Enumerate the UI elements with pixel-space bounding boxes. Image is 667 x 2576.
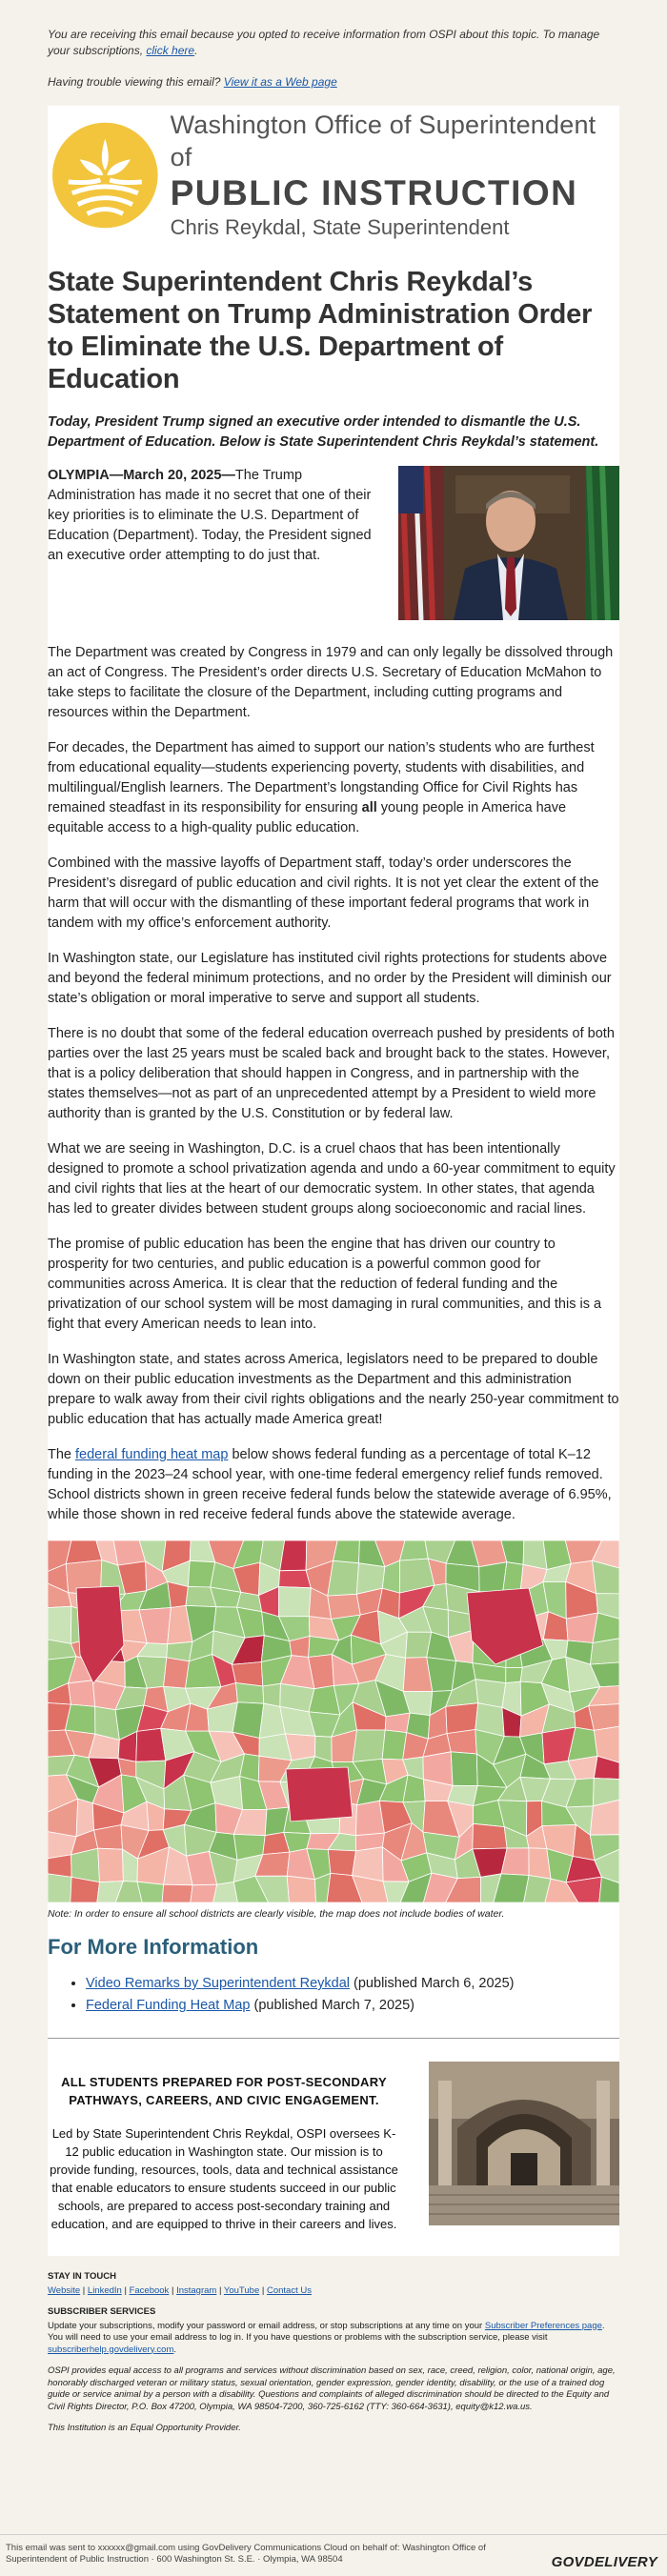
govdelivery-sent-to: This email was sent to xxxxxx@gmail.com using GovDelivery Communications Cloud on behalf of: Washington Office of Superintendent of Public Instruction · 600 Washington St. S.E. · Olympia, WA 98504 (6, 2543, 486, 2565)
district-shape (280, 1540, 307, 1571)
district-shape (382, 1730, 407, 1760)
facebook-link[interactable]: Facebook (129, 2284, 170, 2296)
district-shape (191, 1884, 217, 1902)
district-shape (353, 1730, 385, 1762)
district-shape (168, 1581, 189, 1607)
district-shape (451, 1752, 477, 1786)
trouble-viewing (48, 74, 619, 91)
about-body: Led by State Superintendent Chris Reykdal, OSPI oversees K-12 public education in Washington state. Our mission is to provide funding, resources, tools, data and technical assistance that enable educators to ensure students succeed in our public schools, are prepared to access post-secondary training and education, and are equipped to thrive in their careers and lives. (50, 2126, 398, 2231)
district-shape (473, 1823, 507, 1849)
list-item (86, 1995, 619, 2017)
about-heading: ALL STUDENTS PREPARED FOR POST-SECONDARY PATHWAYS, CAREERS, AND CIVIC ENGAGEMENT. (61, 2075, 387, 2107)
paragraph-2-b: young people in America have equitable access to a high-quality public education. (48, 800, 567, 835)
district-shape (65, 1704, 95, 1734)
about-ospi (48, 2054, 619, 2256)
contact-us-link[interactable]: Contact Us (266, 2284, 312, 2296)
logo-line-3: Chris Reykdal, State Superintendent (170, 215, 510, 239)
district-shape (48, 1874, 71, 1902)
district-shape (48, 1855, 71, 1878)
youtube-link[interactable]: YouTube (223, 2284, 260, 2296)
trouble-viewing-text: Having trouble viewing this email? (48, 75, 221, 89)
manage-subscriptions-link[interactable]: click here (146, 44, 195, 57)
district-shape (446, 1703, 478, 1734)
district-shape (400, 1540, 429, 1560)
equal-opportunity-statement: This Institution is an Equal Opportunity Provider. (48, 2423, 241, 2433)
subscription-notice-text: You are receiving this email because you opted to receive information from OSPI about this topic. To manage your subscriptions, (48, 28, 600, 57)
email-body (48, 106, 619, 2256)
district-shape (286, 1767, 353, 1821)
subscriber-help-link[interactable]: subscriberhelp.govdelivery.com (48, 2344, 174, 2355)
list-item (86, 1973, 619, 1995)
paragraph-8: In Washington state, and states across America, legislators need to be prepared to double down on their public education investments as the Department and this administration prepare to walk away from their civil rights obligations and the nearly 250-year commitment to public education that has actually made America great! (48, 1352, 619, 1427)
services-text-c: . (173, 2344, 176, 2355)
ospi-logo[interactable] (48, 106, 619, 245)
district-shape (232, 1702, 264, 1739)
district-shape (98, 1848, 124, 1882)
video-remarks-link[interactable]: Video Remarks by Superintendent Reykdal (86, 1976, 351, 1991)
district-shape (48, 1606, 71, 1643)
linkedin-link[interactable]: LinkedIn (87, 2284, 122, 2296)
district-shape (236, 1683, 264, 1704)
district-shape (71, 1848, 100, 1882)
footer (48, 2256, 619, 2435)
district-shape (591, 1639, 620, 1664)
paragraph-7: The promise of public education has been the engine that has driven our country to prosperity for two centuries, and public education is a powerful common good for communities across America. It is clear that the reduction of federal funding and the privatization of our school system will be most damaging in rural communities, and this is a fight that every American needs to lean into. (48, 1237, 602, 1332)
services-text-a: Update your subscriptions, modify your password or email address, or stop subscriptions at any time on your (48, 2320, 485, 2331)
district-shape (589, 1704, 619, 1731)
dateline: OLYMPIA—March 20, 2025— (48, 468, 235, 483)
paragraph-9 (48, 1445, 619, 1525)
district-shape (279, 1587, 312, 1617)
federal-funding-heat-map[interactable] (48, 1540, 619, 1902)
heat-map-link[interactable]: federal funding heat map (75, 1447, 229, 1462)
district-shape (334, 1540, 360, 1563)
subscriber-preferences-link[interactable]: Subscriber Preferences page (484, 2320, 602, 2331)
district-shape (287, 1876, 315, 1902)
website-link[interactable]: Website (48, 2284, 81, 2296)
district-shape (279, 1570, 312, 1588)
more-info-list (48, 1973, 619, 2017)
district-shape (69, 1680, 95, 1707)
nondiscrimination-statement: OSPI provides equal access to all programs and services without discrimination based on sex, race, creed, religion, color, national origin, age, honorably discharged veteran or military status, sexual orientation, gender expression, gender identity, disability, or the use of a trained dog guide or service animal by a person with a disability. Questions and complaints of alleged discrimination should be directed to the Equity and Civil Rights Director, P.O. Box 47200, Olympia, WA 98504-7200, 360-725-6162 (TTY: 360-664-3631), equity@k12.wa.us. (48, 2365, 616, 2412)
paragraph-4: In Washington state, our Legislature has instituted civil rights protections for students above and beyond the federal minimum protections, and no order by the President will diminish our state’s obligation or moral imperative to serve and support all students. (48, 951, 612, 1006)
paragraph-6: What we are seeing in Washington, D.C. is a cruel chaos that has been intentionally designed to promote a school privatization agenda and undo a 60-year commitment to equity and civil rights that lies at the heart of our democratic system. In other states, that agenda has led to greater divides between student groups along socioeconomic and racial lines. (48, 1141, 616, 1217)
district-shape (232, 1662, 262, 1687)
district-shape (328, 1560, 359, 1596)
map-note: Note: In order to ensure all school districts are clearly visible, the map does not include bodies of water. (48, 1908, 505, 1920)
article-lead: Today, President Trump signed an executive order intended to dismantle the U.S. Department of Education. Below is State Superintendent Chris Reykdal’s statement. (48, 414, 599, 450)
services-text-b: . You will need to use your email address to log in. If you have questions or problems with the subscription service, please visit (48, 2320, 605, 2343)
district-shape (137, 1882, 164, 1902)
divider (48, 2038, 619, 2039)
govdelivery-logo[interactable]: GOVDELIVERY (551, 2554, 657, 2570)
paragraph-2 (48, 738, 619, 838)
subscription-notice (48, 27, 619, 59)
view-web-page-link[interactable]: View it as a Web page (223, 75, 337, 89)
paragraph-5: There is no doubt that some of the federal education overreach pushed by presidents of both parties over the last 25 years must be scaled back and brought back to the states. However, that is a policy deliberation that should happen in Congress, and in partnership with the states themselves—not as part of an unprecedented attempt by a President to wield more authority than is granted by the U.S. Constitution or by federal law. (48, 1026, 615, 1121)
subscriber-services-text (48, 2321, 619, 2357)
district-shape (593, 1613, 619, 1643)
article (48, 245, 619, 2256)
district-shape (263, 1683, 281, 1706)
logo-text (171, 109, 619, 242)
instagram-link[interactable]: Instagram (176, 2284, 217, 2296)
district-shape (328, 1850, 355, 1876)
district-shape (506, 1667, 522, 1682)
paragraph-1: The Department was created by Congress in 1979 and can only legally be dissolved through an act of Congress. The President’s order directs U.S. Secretary of Education McMahon to take steps to facilitate the closure of the Department, including cutting programs and resources within the Department. (48, 645, 614, 720)
district-shape (447, 1730, 476, 1755)
intro-text: The Trump Administration has made it no secret that one of their key priorities is to eliminate the U.S. Department of Education (Department). Today, the President signed an executive order attempting to do just that. (48, 468, 372, 563)
superintendent-photo (398, 466, 619, 620)
more-info-heading: For More Information (48, 1935, 259, 1959)
article-title: State Superintendent Chris Reykdal’s Statement on Trump Administration Order to Eliminate the U.S. Department of Education (48, 267, 593, 394)
heat-map-date: (published March 7, 2025) (250, 1998, 414, 2013)
subscriber-services-heading: SUBSCRIBER SERVICES (48, 2306, 156, 2317)
capitol-building-photo (429, 2062, 619, 2225)
govdelivery-bar (0, 2534, 667, 2576)
paragraph-9-a: The (48, 1447, 76, 1462)
heat-map-image (48, 1540, 619, 1902)
social-links: Website | LinkedIn | Facebook | Instagram | YouTube | Contact Us (48, 2284, 312, 2296)
about-text (48, 2054, 400, 2233)
logo-line-1: Washington Office of Superintendent of (170, 111, 596, 171)
district-shape (162, 1884, 192, 1902)
paragraph-2-a: For decades, the Department has aimed to support our nation’s students who are furthest from educational equality—students experiencing poverty, students with disabilities, and multilingual/English learners. The Department’s longstanding Office for Civil Rights has remained steadfast in its responsibility for ensuring (48, 740, 595, 815)
heat-map-resource-link[interactable]: Federal Funding Heat Map (86, 1998, 251, 2013)
district-shape (385, 1713, 410, 1733)
paragraph-9-b: below shows federal funding as a percentage of total K–12 funding in the 2023–24 school year, with one-time federal emergency relief funds removed. School districts shown in green receive federal funds below the statewide average of 6.95%, while those shown in red receive federal funds above the statewide average. (48, 1447, 612, 1522)
intro-block (48, 466, 619, 628)
district-shape (479, 1562, 507, 1595)
paragraph-3: Combined with the massive layoffs of Department staff, today’s order underscores the President’s disregard of public education and civil rights. It is not yet clear the extent of the harm that will occur with the dismantling of these important federal programs that work in tandem with my office’s enforcement authority. (48, 855, 599, 931)
ospi-sun-icon (51, 121, 159, 230)
video-remarks-date: (published March 6, 2025) (350, 1976, 515, 1991)
district-shape (164, 1658, 190, 1688)
preheader (48, 0, 619, 91)
stay-in-touch-heading: STAY IN TOUCH (48, 2271, 116, 2282)
notice-period: . (194, 44, 198, 57)
logo-line-2: PUBLIC INSTRUCTION (170, 173, 578, 212)
paragraph-2-bold: all (361, 800, 377, 815)
